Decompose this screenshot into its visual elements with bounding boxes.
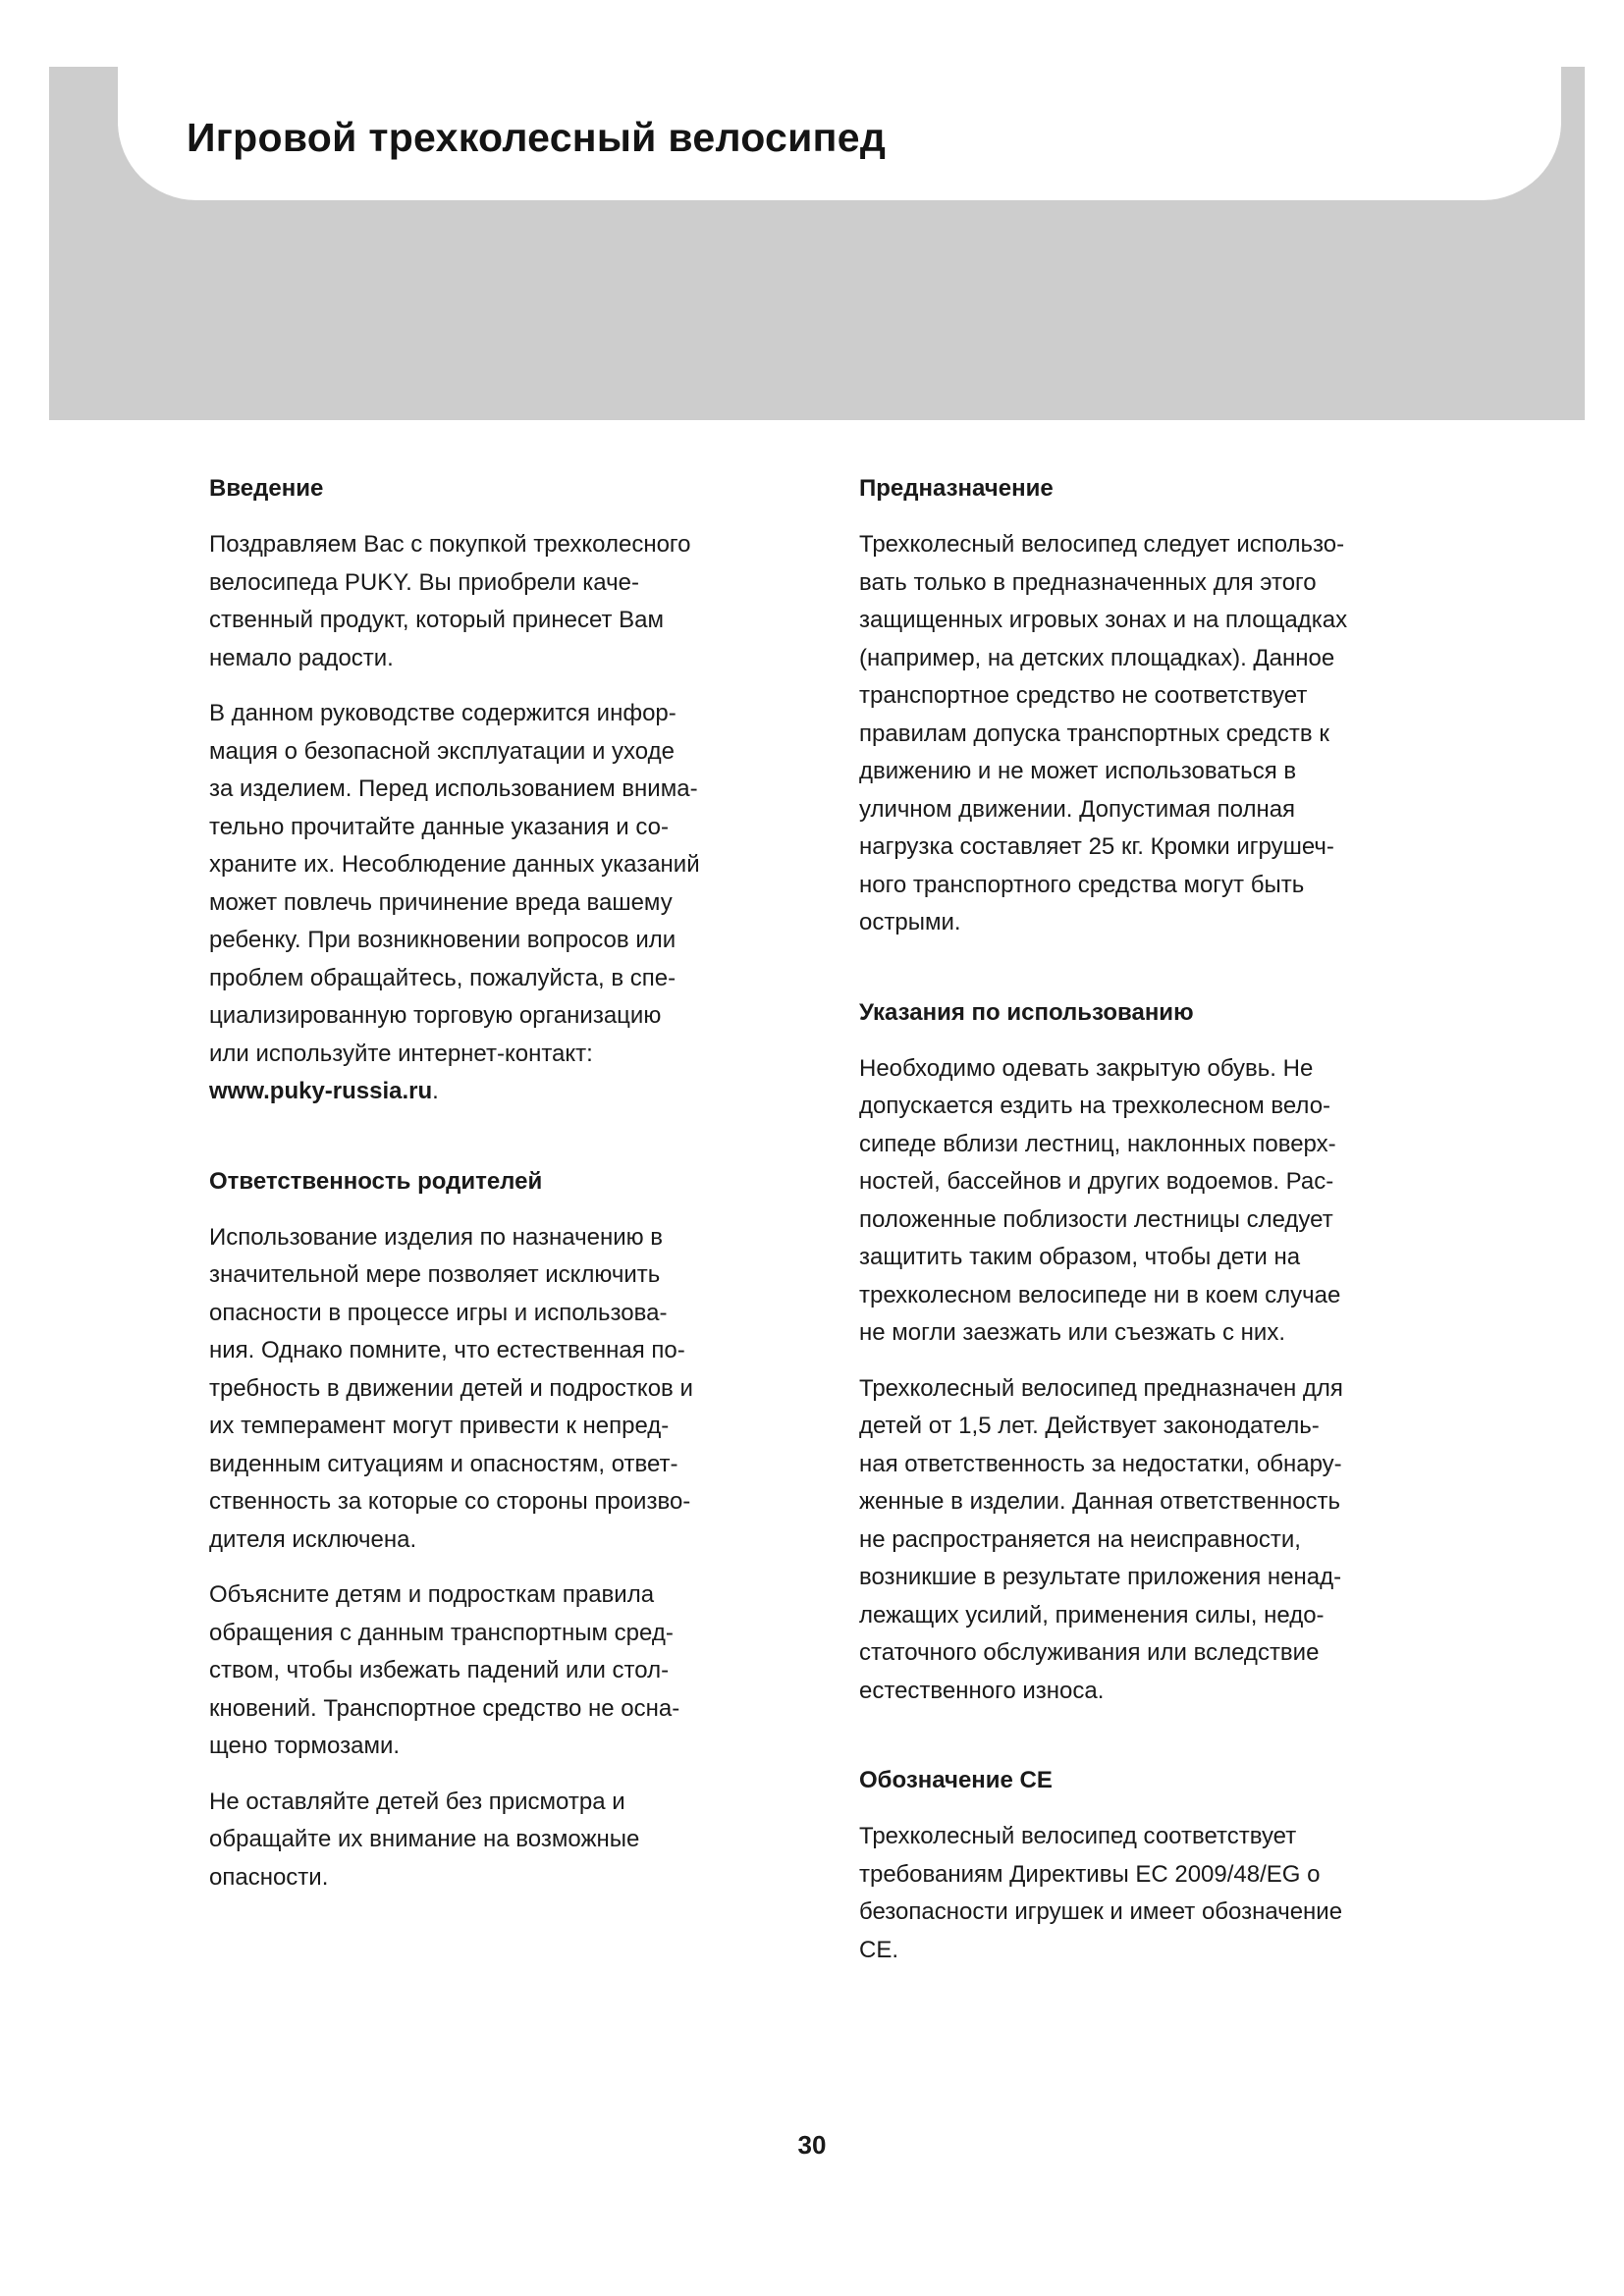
page-title: Игровой трехколесный велосипед	[187, 115, 887, 160]
intro-paragraph-1: Поздравляем Вас с покупкой трехколесного велосипеда PUKY. Вы приобрели каче- ственный продукт, который принесет Вам немало радости.	[209, 531, 691, 671]
section-parents	[209, 1166, 798, 1897]
parents-paragraph-1: Использование изделия по назначению в значительной мере позволяет исключить опасности в процессе игры и использова- ния. Однако помните, что естественная по- требность в движении детей и подростков и их темперамент могут привести к непред- виденным ситуациям и опасностям, ответ- ственность за которые со стороны произво- дителя исключена.	[209, 1223, 693, 1553]
parents-paragraph-3: Не оставляйте детей без присмотра и обращайте их внимание на возможные опасности.	[209, 1788, 640, 1891]
section-purpose	[859, 473, 1448, 942]
section-usage	[859, 997, 1448, 1711]
section-heading-intro: Введение	[209, 475, 324, 502]
page-number: 30	[797, 2130, 827, 2160]
parents-paragraph-2: Объясните детям и подросткам правила обращения с данным транспортным сред- ством, чтобы избежать падений или стол- кновений. Транспортное средство не осна- щено тормозами.	[209, 1581, 680, 1759]
section-heading-usage: Указания по использованию	[859, 998, 1194, 1026]
section-gap	[859, 1728, 1448, 1765]
section-heading-ce: Обозначение CE	[859, 1767, 1053, 1793]
link-suffix: .	[432, 1078, 439, 1104]
usage-paragraph-1: Необходимо одевать закрытую обувь. Не допускается ездить на трехколесном вело- сипеде вблизи лестниц, наклонных поверх- ностей, бассейнов и других водоемов. Рас- положенные поблизости лестницы следует защитить таким образом, чтобы дети на трехколесном велосипеде ни в коем случае не могли заезжать или съезжать с них.	[859, 1054, 1341, 1346]
website-link[interactable]: www.puky-russia.ru	[209, 1078, 433, 1104]
left-column	[209, 473, 798, 1914]
usage-paragraph-2: Трехколесный велосипед предназначен для детей от 1,5 лет. Действует законодатель- ная ответственность за недостатки, обнару- женные в изделии. Данная ответственность не распространяется на неисправности, возникшие в результате приложения ненад- лежащих усилий, применения силы, недо- статочного обслуживания или вследствие естественного износа.	[859, 1374, 1343, 1704]
purpose-paragraph-1: Трехколесный велосипед следует использо- вать только в предназначенных для этого защищенных игровых зонах и на площадках (например, на детских площадках). Данное транспортное средство не соответствует правилам допуска транспортных средств к движению и не может использоваться в уличном движении. Допустимая полная нагрузка составляет 25 кг. Кромки игрушеч- ного транспортного средства могут быть острыми.	[859, 531, 1348, 935]
section-gap	[859, 960, 1448, 997]
section-ce	[859, 1765, 1448, 1969]
section-intro	[209, 473, 798, 1111]
intro-paragraph-2-text: В данном руководстве содержится инфор- мация о безопасной эксплуатации и уходе за изделием. Перед использованием внима- тельно прочитайте данные указания и со- храните их. Несоблюдение данных указаний может повлечь причинение вреда вашему ребенку. При возникновении вопросов или проблем обращайтесь, пожалуйста, в спе- циализированную торговую организацию или используйте интернет-контакт:	[209, 700, 700, 1067]
section-heading-parents: Ответственность родителей	[209, 1167, 543, 1195]
ce-paragraph-1: Трехколесный велосипед соответствует требованиям Директивы ЕС 2009/48/EG о безопасности игрушек и имеет обозначение CE.	[859, 1823, 1343, 1963]
header-band	[49, 67, 1585, 420]
section-heading-purpose: Предназначение	[859, 475, 1054, 502]
right-column	[859, 473, 1448, 1987]
intro-paragraph-2	[209, 695, 798, 1111]
section-gap	[209, 1129, 798, 1166]
